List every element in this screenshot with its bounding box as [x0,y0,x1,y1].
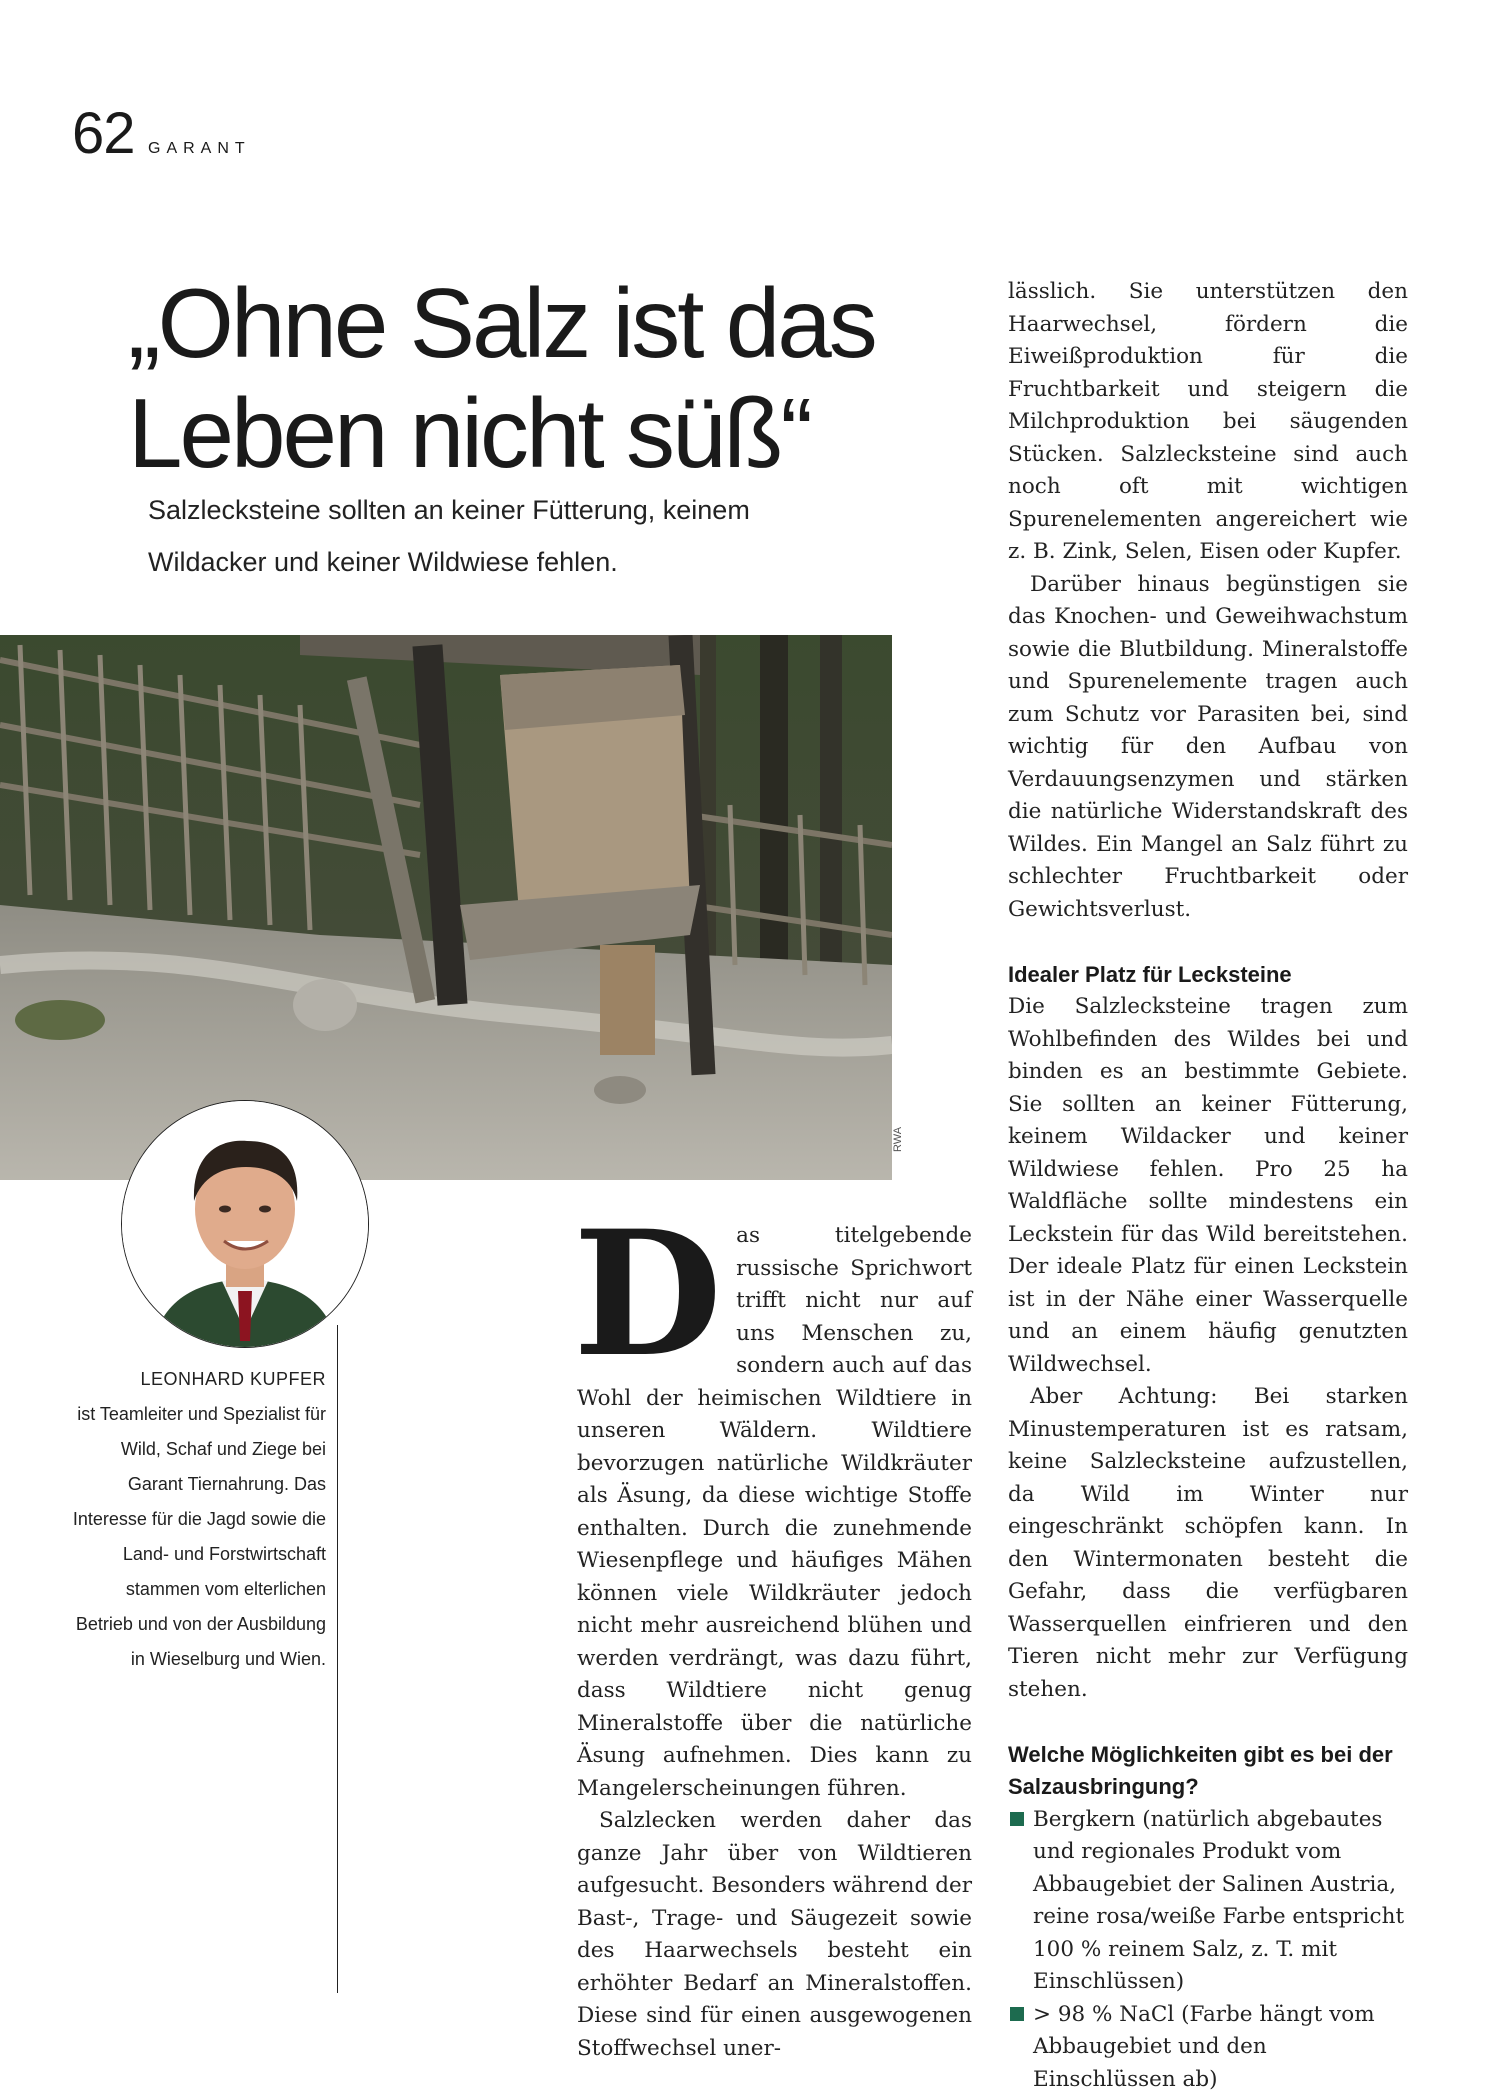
section-heading-place: Idealer Platz für Lecksteine [1008,959,1408,992]
photo-credit: RWA [892,1127,904,1152]
author-portrait [121,1100,369,1348]
body-paragraph-intro [577,1220,972,1805]
intro-text: as titelgebende russische Sprichwort trifft nicht nur auf uns Menschen zu, sondern auch auf das Wohl der heimischen Wildtiere in unseren Wäldern. Wildtiere bevorzugen natürliche Wildkräuter als Äsung, da diese wichtige Stoffe enthalten. Durch die zunehmende Wiesenpflege und häufiges Mähen können viele Wildkräuter jedoch nicht mehr ausreichend blühen und werden verdrängt, was dazu führt, dass Wildtiere nicht genug Mineralstoffe über die natürliche Äsung aufnehmen. Dies kann zu Mangelerscheinungen führen. [577,1223,972,1801]
options-list [1008,1804,1408,2096]
list-item [1008,1999,1408,2096]
body-paragraph: lässlich. Sie unterstützen den Haarwechsel, fördern die Eiweißproduktion für die Fruchtbarkeit und steigern die Milchproduktion bei säugenden Stücken. Salzlecksteine sind auch noch oft mit wichtigen Spurenelementen angereichert wie z. B. Zink, Selen, Eisen oder Kupfer. [1008,276,1408,569]
headline [128,268,988,488]
subheadline-line-2: Wildacker und keiner Wildwiese fehlen. [148,547,618,577]
author-divider [337,1325,338,1993]
subheadline-line-1: Salzlecksteine sollten an keiner Fütterung, keinem [148,495,750,525]
list-item-text: > 98 % NaCl (Farbe hängt vom Abbaugebiet und den Einschlüssen ab) [1033,2002,1375,2092]
square-bullet-icon [1010,1812,1024,1826]
drop-cap: D [573,1228,722,1360]
salt-lick-photo [0,635,892,1180]
headline-line-1: „Ohne Salz ist das [128,268,875,378]
body-paragraph: Darüber hinaus begünstigen sie das Knochen- und Geweihwachstum sowie die Blutbildung. Mineralstoffe und Spurenelemente tragen auch zum Schutz vor Parasiten bei, sind wichtig für den Aufbau von Verdauungsenzymen und stärken die natürliche Widerstandskraft des Wildes. Ein Mangel an Salz führt zu schlechter Fruchtbarkeit oder Gewichtsverlust. [1008,569,1408,927]
author-name: LEONHARD KUPFER [140,1369,326,1389]
body-column-middle [577,1220,972,2065]
body-paragraph: Die Salzlecksteine tragen zum Wohlbefinden des Wildes bei und binden es an bestimmte Gebiete. Sie sollten an keiner Fütterung, keinem Wildacker und keiner Wildwiese fehlen. Pro 25 ha Waldfläche sollte mindestens ein Leckstein für das Wild bereitstehen. Der ideale Platz für einen Leckstein ist in der Nähe einer Wasserquelle und an einem häufig genutzten Wildwechsel. [1008,991,1408,1381]
list-item-text: Bergkern (natürlich abgebautes und regionales Produkt vom Abbaugebiet der Salinen Austria, reine rosa/weiße Farbe entspricht 100 % reinem Salz, z. T. mit Einschlüssen) [1033,1807,1404,1995]
magazine-name: GARANT [148,140,251,158]
page-number: 62 [72,100,135,167]
body-column-right [1008,276,1408,2096]
author-bio [70,1362,326,1677]
section-heading-options: Welche Möglichkeiten gibt es bei der Salzausbringung? [1008,1739,1408,1804]
square-bullet-icon [1010,2007,1024,2021]
list-item [1008,1804,1408,1999]
author-description: ist Teamleiter und Spezialist für Wild, Schaf und Ziege bei Garant Tiernahrung. Das Interesse für die Jagd sowie die Land- und Forstwirtschaft stammen vom elterlichen Betrieb und von der Ausbildung in Wieselburg und Wien. [73,1404,326,1669]
body-paragraph: Salzlecken werden daher das ganze Jahr über von Wildtieren aufgesucht. Besonders während der Bast-, Trage- und Säugezeit sowie des Haarwechsels besteht ein erhöhter Bedarf an Mineralstoffen. Diese sind für einen ausgewogenen Stoffwechsel uner- [577,1805,972,2065]
headline-line-2: Leben nicht süß“ [128,378,810,488]
body-paragraph: Aber Achtung: Bei starken Minustemperaturen ist es ratsam, keine Salzlecksteine aufzustellen, da Wild im Winter nur eingeschränkt schöpfen kann. In den Wintermonaten besteht die Gefahr, dass die verfügbaren Wasserquellen einfrieren und den Tieren nicht mehr zur Verfügung stehen. [1008,1381,1408,1706]
subheadline [148,484,848,588]
